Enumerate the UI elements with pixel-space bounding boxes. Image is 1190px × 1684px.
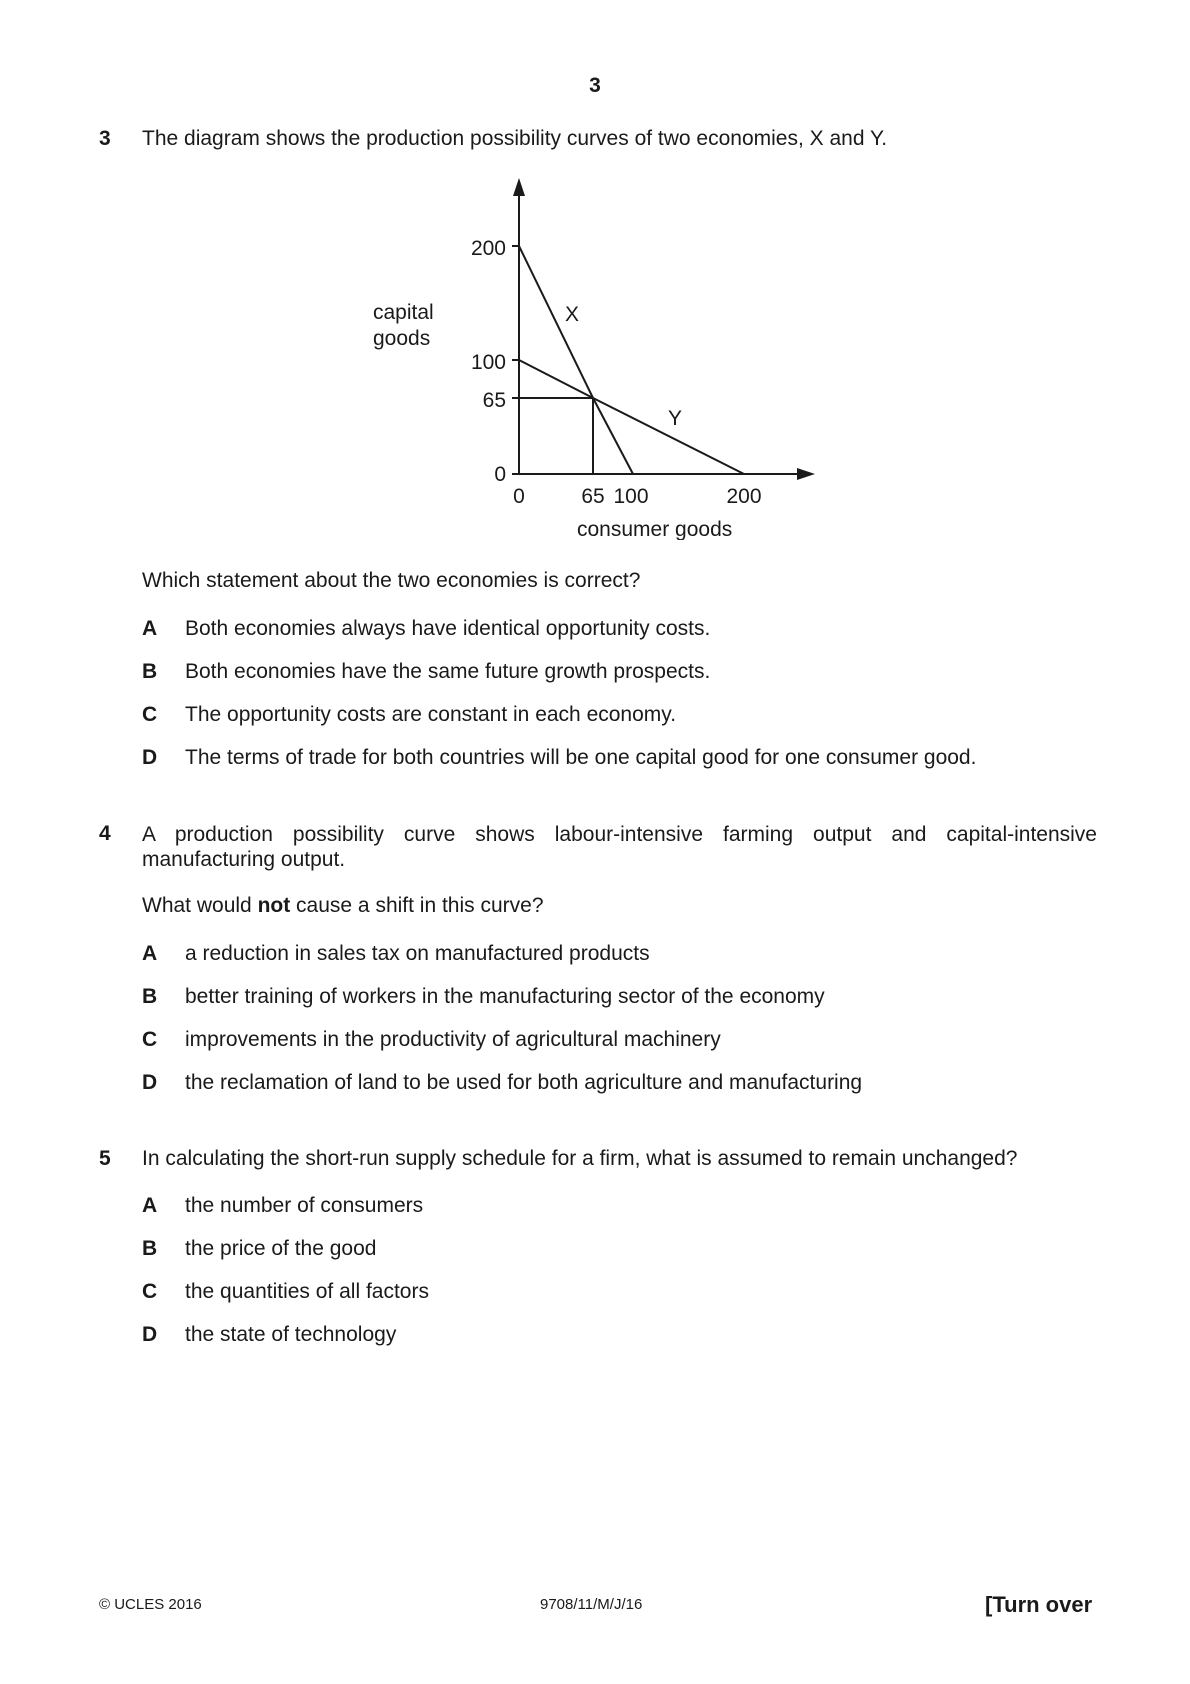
footer-copyright: © UCLES 2016 <box>99 1596 202 1613</box>
q4-prompt-before: What would <box>142 894 258 917</box>
question-5-number: 5 <box>99 1147 111 1170</box>
q4-option-a-text: a reduction in sales tax on manufactured products <box>185 942 650 965</box>
q5-option-d-letter: D <box>142 1323 158 1346</box>
x-tick-label-200: 200 <box>726 485 762 508</box>
q4-prompt-after: cause a shift in this curve? <box>290 894 544 917</box>
x-tick-label-100: 100 <box>613 485 649 508</box>
x-axis-arrow-icon <box>797 468 815 480</box>
footer-paper-code: 9708/11/M/J/16 <box>540 1596 643 1613</box>
q4-option-a-letter: A <box>142 942 158 965</box>
q3-option-b-letter: B <box>142 660 158 683</box>
question-4-stem-line2: manufacturing output. <box>142 848 346 871</box>
q5-option-c-text: the quantities of all factors <box>185 1280 429 1303</box>
q4-option-b-text: better training of workers in the manufacturing sector of the economy <box>185 985 825 1008</box>
q3-option-c-text: The opportunity costs are constant in each economy. <box>185 703 677 726</box>
y-axis-arrow-icon <box>513 178 525 196</box>
question-4-number: 4 <box>99 822 111 845</box>
q5-option-a-text: the number of consumers <box>185 1194 424 1217</box>
q4-option-c-text: improvements in the productivity of agricultural machinery <box>185 1028 721 1051</box>
curve-x <box>519 246 633 474</box>
q5-option-c-letter: C <box>142 1280 158 1303</box>
q4-prompt-bold: not <box>257 894 291 917</box>
q4-option-b-letter: B <box>142 985 158 1008</box>
curve-y-label: Y <box>668 407 683 430</box>
y-tick-label-65: 65 <box>482 389 506 412</box>
x-axis-label: consumer goods <box>577 518 733 540</box>
y-axis-label-line1: capital <box>373 301 434 324</box>
question-3-prompt: Which statement about the two economies is correct? <box>142 569 641 592</box>
q3-option-c-letter: C <box>142 703 158 726</box>
q3-option-a-text: Both economies always have identical opportunity costs. <box>185 617 711 640</box>
y-tick-label-100: 100 <box>470 351 506 374</box>
x-tick-label-65: 65 <box>581 485 605 508</box>
q3-option-d-text: The terms of trade for both countries will be one capital good for one consumer good. <box>185 746 977 769</box>
q5-option-b-letter: B <box>142 1237 158 1260</box>
q3-option-d-letter: D <box>142 746 158 769</box>
y-tick-label-0: 0 <box>494 463 506 486</box>
q5-option-b-text: the price of the good <box>185 1237 377 1260</box>
x-tick-label-0: 0 <box>513 485 525 508</box>
q4-option-d-letter: D <box>142 1071 158 1094</box>
curve-y <box>519 360 744 474</box>
ppc-diagram <box>360 170 820 540</box>
q4-option-d-text: the reclamation of land to be used for both agriculture and manufacturing <box>185 1071 863 1094</box>
question-3-stem: The diagram shows the production possibility curves of two economies, X and Y. <box>142 127 888 150</box>
y-axis-label-line2: goods <box>373 327 431 350</box>
curve-x-label: X <box>565 303 580 326</box>
question-4-prompt <box>142 894 544 918</box>
y-tick-label-200: 200 <box>470 237 506 260</box>
q5-option-d-text: the state of technology <box>185 1323 397 1346</box>
q4-option-c-letter: C <box>142 1028 158 1051</box>
question-3-number: 3 <box>99 127 111 150</box>
footer-turn-over: [Turn over <box>985 1592 1093 1617</box>
q3-option-b-text: Both economies have the same future growth prospects. <box>185 660 711 683</box>
question-4-stem-line1: A production possibility curve shows labour-intensive farming output and capital-intensive <box>142 823 1097 846</box>
q3-option-a-letter: A <box>142 617 158 640</box>
question-5-stem: In calculating the short-run supply schedule for a firm, what is assumed to remain unchanged? <box>142 1147 1018 1170</box>
q5-option-a-letter: A <box>142 1194 158 1217</box>
page-number: 3 <box>589 74 601 97</box>
